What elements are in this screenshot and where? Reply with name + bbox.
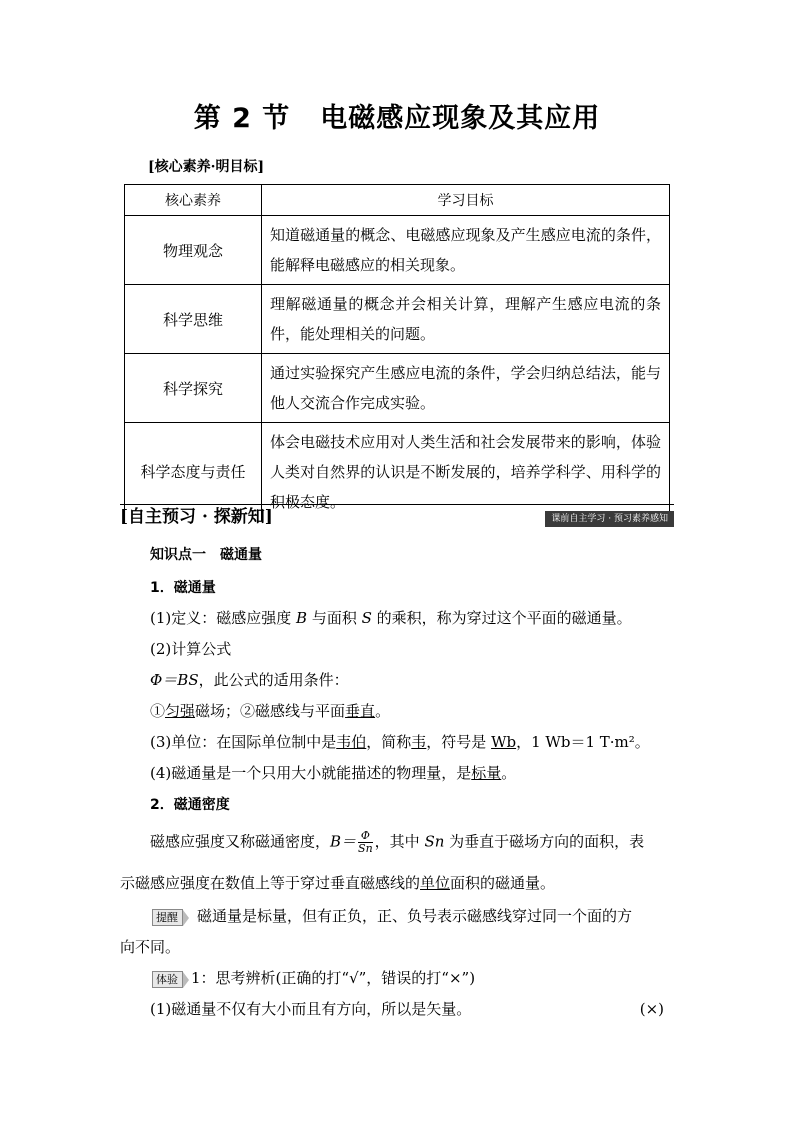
section-banner: 课前自主学习 · 预习素养感知 <box>545 511 674 527</box>
goals-table <box>124 184 670 521</box>
scalar-line: (4)磁通量是一个只用大小就能描述的物理量，是标量。 <box>150 764 517 782</box>
formula-line: Φ＝BS，此公式的适用条件： <box>150 671 349 689</box>
table-cell-literacy: 科学思维 <box>125 285 262 354</box>
question-answer: (×) <box>639 1000 664 1018</box>
exercise-line: 体验 1：思考辨析(正确的打“√”，错误的打“×”) <box>152 968 475 988</box>
table-cell-goal: 知道磁通量的概念、电磁感应现象及产生感应电流的条件，能解释电磁感应的相关现象。 <box>262 216 670 285</box>
heading-flux: 1．磁通量 <box>150 580 216 596</box>
tip-line-cont: 向不同。 <box>120 938 181 956</box>
table-header-goal: 学习目标 <box>262 185 670 216</box>
section-header <box>120 504 674 529</box>
unit-line: (3)单位：在国际单位制中是韦伯，简称韦，符号是 Wb，1 Wb＝1 T·m²。 <box>150 733 650 751</box>
flux-fraction: $\frac{\Phi}{Sn}$ <box>358 829 373 855</box>
table-header-row <box>125 185 670 216</box>
table-cell-goal: 通过实验探究产生感应电流的条件，学会归纳总结法，能与他人交流合作完成实验。 <box>262 354 670 423</box>
tip-line: 提醒 磁通量是标量，但有正负，正、负号表示磁感线穿过同一个面的方 <box>152 906 632 926</box>
question-line: (1)磁通量不仅有大小而且有方向，所以是矢量。 (×) <box>150 1000 664 1018</box>
page-title: 第 2 节 电磁感应现象及其应用 <box>193 103 601 134</box>
table-cell-goal: 体会电磁技术应用对人类生活和社会发展带来的影响，体验人类对自然界的认识是不断发展的，培养学科学、用科学的积极态度。 <box>262 423 670 522</box>
table-row <box>125 216 670 285</box>
knowledge-point-heading: 知识点一 磁通量 <box>150 547 262 563</box>
table-cell-literacy: 物理观念 <box>125 216 262 285</box>
exercise-badge: 体验 <box>152 971 183 988</box>
table-cell-literacy: 科学态度与责任 <box>125 423 262 522</box>
table-row <box>125 285 670 354</box>
table-cell-literacy: 科学探究 <box>125 354 262 423</box>
section-title: [自主预习 · 探新知] <box>120 507 273 527</box>
density-line-cont: 示磁感应强度在数值上等于穿过垂直磁感线的单位面积的磁通量。 <box>120 874 556 892</box>
table-row <box>125 354 670 423</box>
formula-heading: (2)计算公式 <box>150 640 232 658</box>
definition-line: (1)定义：磁感应强度 B 与面积 S 的乘积，称为穿过这个平面的磁通量。 <box>150 609 632 627</box>
table-cell-goal: 理解磁通量的概念并会相关计算，理解产生感应电流的条件，能处理相关的问题。 <box>262 285 670 354</box>
table-header-literacy: 核心素养 <box>125 185 262 216</box>
tip-badge: 提醒 <box>152 909 183 926</box>
heading-density: 2．磁通密度 <box>150 797 230 813</box>
density-line: 磁感应强度又称磁通密度，B＝ $\frac{\Phi}{Sn}$ ，其中 Sn 为垂直于磁场方向的面积，表 <box>150 829 645 855</box>
core-literacy-tag: [核心素养·明目标] <box>148 159 265 175</box>
condition-line: ①匀强磁场；②磁感线与平面垂直。 <box>150 702 391 720</box>
